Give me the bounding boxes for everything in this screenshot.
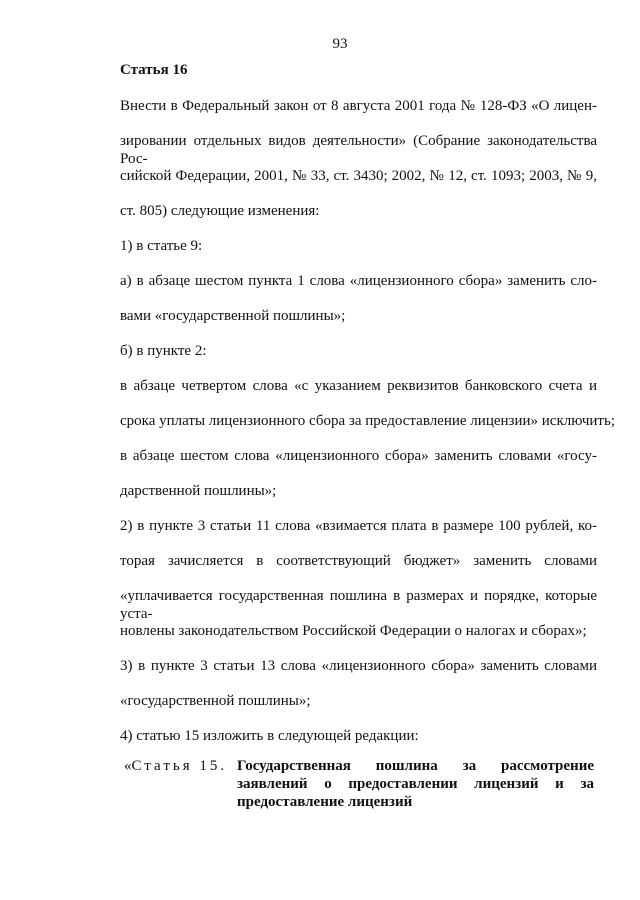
text-line-1: Внести в Федеральный закон от 8 августа 2001 года № 128-ФЗ «О лицен- <box>120 98 597 114</box>
text-line-13: 2) в пункте 3 статьи 11 слова «взимается плата в размере 100 рублей, ко- <box>120 518 597 534</box>
new-article-label-text: Статья 15. <box>131 758 228 774</box>
text-line-16: новлены законодательством Российской Федерации о налогах и сборах»; <box>120 623 587 639</box>
text-line-9: в абзаце четвертом слова «с указанием реквизитов банковского счета и <box>120 378 597 394</box>
text-line-8: б) в пункте 2: <box>120 343 207 359</box>
new-article-title-line-3: предоставление лицензий <box>237 794 413 810</box>
text-line-7: вами «государственной пошлины»; <box>120 308 346 324</box>
text-line-12: дарственной пошлины»; <box>120 483 277 499</box>
page-number: 93 <box>332 36 348 52</box>
text-line-18: «государственной пошлины»; <box>120 693 311 709</box>
text-line-19: 4) статью 15 изложить в следующей редакции: <box>120 728 419 744</box>
text-line-5: 1) в статье 9: <box>120 238 203 254</box>
text-line-15: «уплачивается государственная пошлина в размерах и порядке, которые уста- <box>120 588 597 622</box>
text-line-14: торая зачисляется в соответствующий бюджет» заменить словами <box>120 553 597 569</box>
text-line-6: а) в абзаце шестом пункта 1 слова «лицензионного сбора» заменить сло- <box>120 273 597 289</box>
text-line-4: ст. 805) следующие изменения: <box>120 203 320 219</box>
new-article-label <box>124 757 227 775</box>
text-line-11: в абзаце шестом слова «лицензионного сбора» заменить словами «госу- <box>120 448 597 464</box>
article-heading: Статья 16 <box>120 62 188 78</box>
quote-open: « <box>124 758 132 774</box>
text-line-17: 3) в пункте 3 статьи 13 слова «лицензионного сбора» заменить словами <box>120 658 597 674</box>
new-article-title-line-2: заявлений о предоставлении лицензий и за <box>237 776 594 792</box>
text-line-3: сийской Федерации, 2001, № 33, ст. 3430; 2002, № 12, ст. 1093; 2003, № 9, <box>120 168 597 184</box>
text-line-2: зировании отдельных видов деятельности» (Собрание законодательства Рос- <box>120 133 597 167</box>
new-article-title-line-1: Государственная пошлина за рассмотрение <box>237 758 594 774</box>
text-line-10: срока уплаты лицензионного сбора за предоставление лицензии» исключить; <box>120 413 615 429</box>
